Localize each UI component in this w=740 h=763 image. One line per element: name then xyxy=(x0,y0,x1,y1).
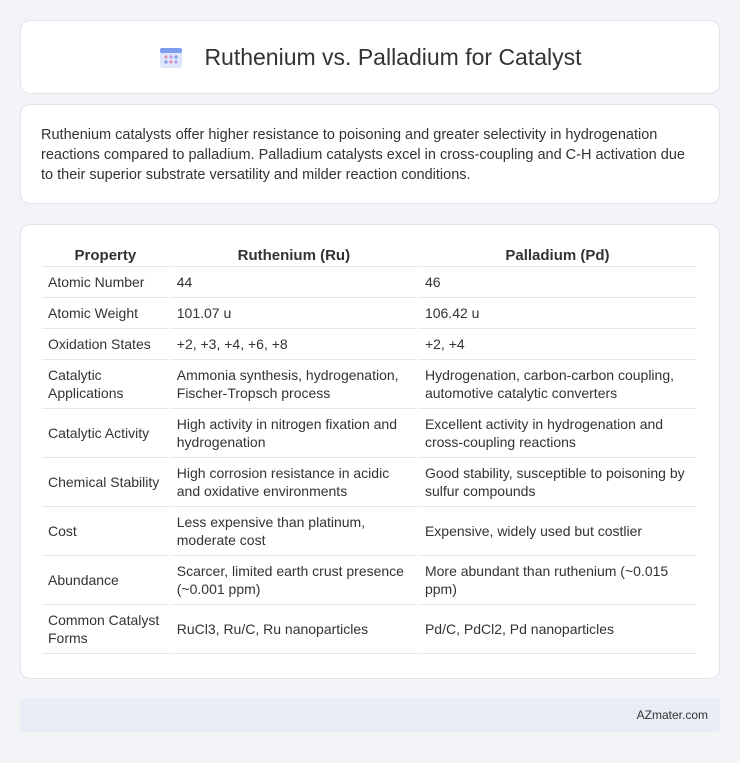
cell-property: Chemical Stability xyxy=(42,458,169,507)
cell-palladium: Pd/C, PdCl2, Pd nanoparticles xyxy=(419,605,696,654)
header-property: Property xyxy=(42,245,169,267)
cell-ruthenium: Ammonia synthesis, hydrogenation, Fischer-Tropsch process xyxy=(171,360,417,409)
cell-ruthenium: +2, +3, +4, +6, +8 xyxy=(171,329,417,360)
cell-palladium: Expensive, widely used but costlier xyxy=(419,507,696,556)
cell-palladium: Hydrogenation, carbon-carbon coupling, automotive catalytic converters xyxy=(419,360,696,409)
cell-property: Catalytic Activity xyxy=(42,409,169,458)
cell-ruthenium: High corrosion resistance in acidic and oxidative environments xyxy=(171,458,417,507)
table-row xyxy=(42,298,696,329)
table-row xyxy=(42,329,696,360)
cell-ruthenium: Less expensive than platinum, moderate cost xyxy=(171,507,417,556)
table-row xyxy=(42,605,696,654)
table-row xyxy=(42,507,696,556)
cell-palladium: 106.42 u xyxy=(419,298,696,329)
cell-property: Oxidation States xyxy=(42,329,169,360)
cell-ruthenium: 44 xyxy=(171,267,417,298)
cell-ruthenium: High activity in nitrogen fixation and hydrogenation xyxy=(171,409,417,458)
cell-ruthenium: RuCl3, Ru/C, Ru nanoparticles xyxy=(171,605,417,654)
cell-palladium: Excellent activity in hydrogenation and cross-coupling reactions xyxy=(419,409,696,458)
header-palladium: Palladium (Pd) xyxy=(419,245,696,267)
title-card xyxy=(20,20,720,94)
comparison-table-card xyxy=(20,224,720,679)
cell-property: Cost xyxy=(42,507,169,556)
cell-ruthenium: Scarcer, limited earth crust presence (~0.001 ppm) xyxy=(171,556,417,605)
table-row xyxy=(42,409,696,458)
footer xyxy=(20,698,720,732)
cell-palladium: More abundant than ruthenium (~0.015 ppm) xyxy=(419,556,696,605)
cell-property: Catalytic Applications xyxy=(42,360,169,409)
cell-property: Atomic Number xyxy=(42,267,169,298)
cell-property: Atomic Weight xyxy=(42,298,169,329)
table-row xyxy=(42,360,696,409)
footer-brand[interactable]: AZmater.com xyxy=(636,708,708,722)
comparison-table xyxy=(40,245,698,654)
cell-palladium: 46 xyxy=(419,267,696,298)
header-ruthenium: Ruthenium (Ru) xyxy=(171,245,417,267)
cell-property: Common Catalyst Forms xyxy=(42,605,169,654)
table-row xyxy=(42,458,696,507)
table-header-row xyxy=(42,245,696,267)
table-row xyxy=(42,267,696,298)
summary-card xyxy=(20,104,720,204)
cell-ruthenium: 101.07 u xyxy=(171,298,417,329)
table-row xyxy=(42,556,696,605)
cell-palladium: Good stability, susceptible to poisoning by sulfur compounds xyxy=(419,458,696,507)
summary-text: Ruthenium catalysts offer higher resistance to poisoning and greater selectivity in hydrogenation reactions compared to palladium. Palladium catalysts excel in cross-coupling and C-H activation due to their superior substrate versatility and milder reaction conditions. xyxy=(41,127,685,183)
cell-property: Abundance xyxy=(42,556,169,605)
page-title: Ruthenium vs. Palladium for Catalyst xyxy=(204,43,582,70)
calendar-grid-icon xyxy=(158,44,184,70)
cell-palladium: +2, +4 xyxy=(419,329,696,360)
